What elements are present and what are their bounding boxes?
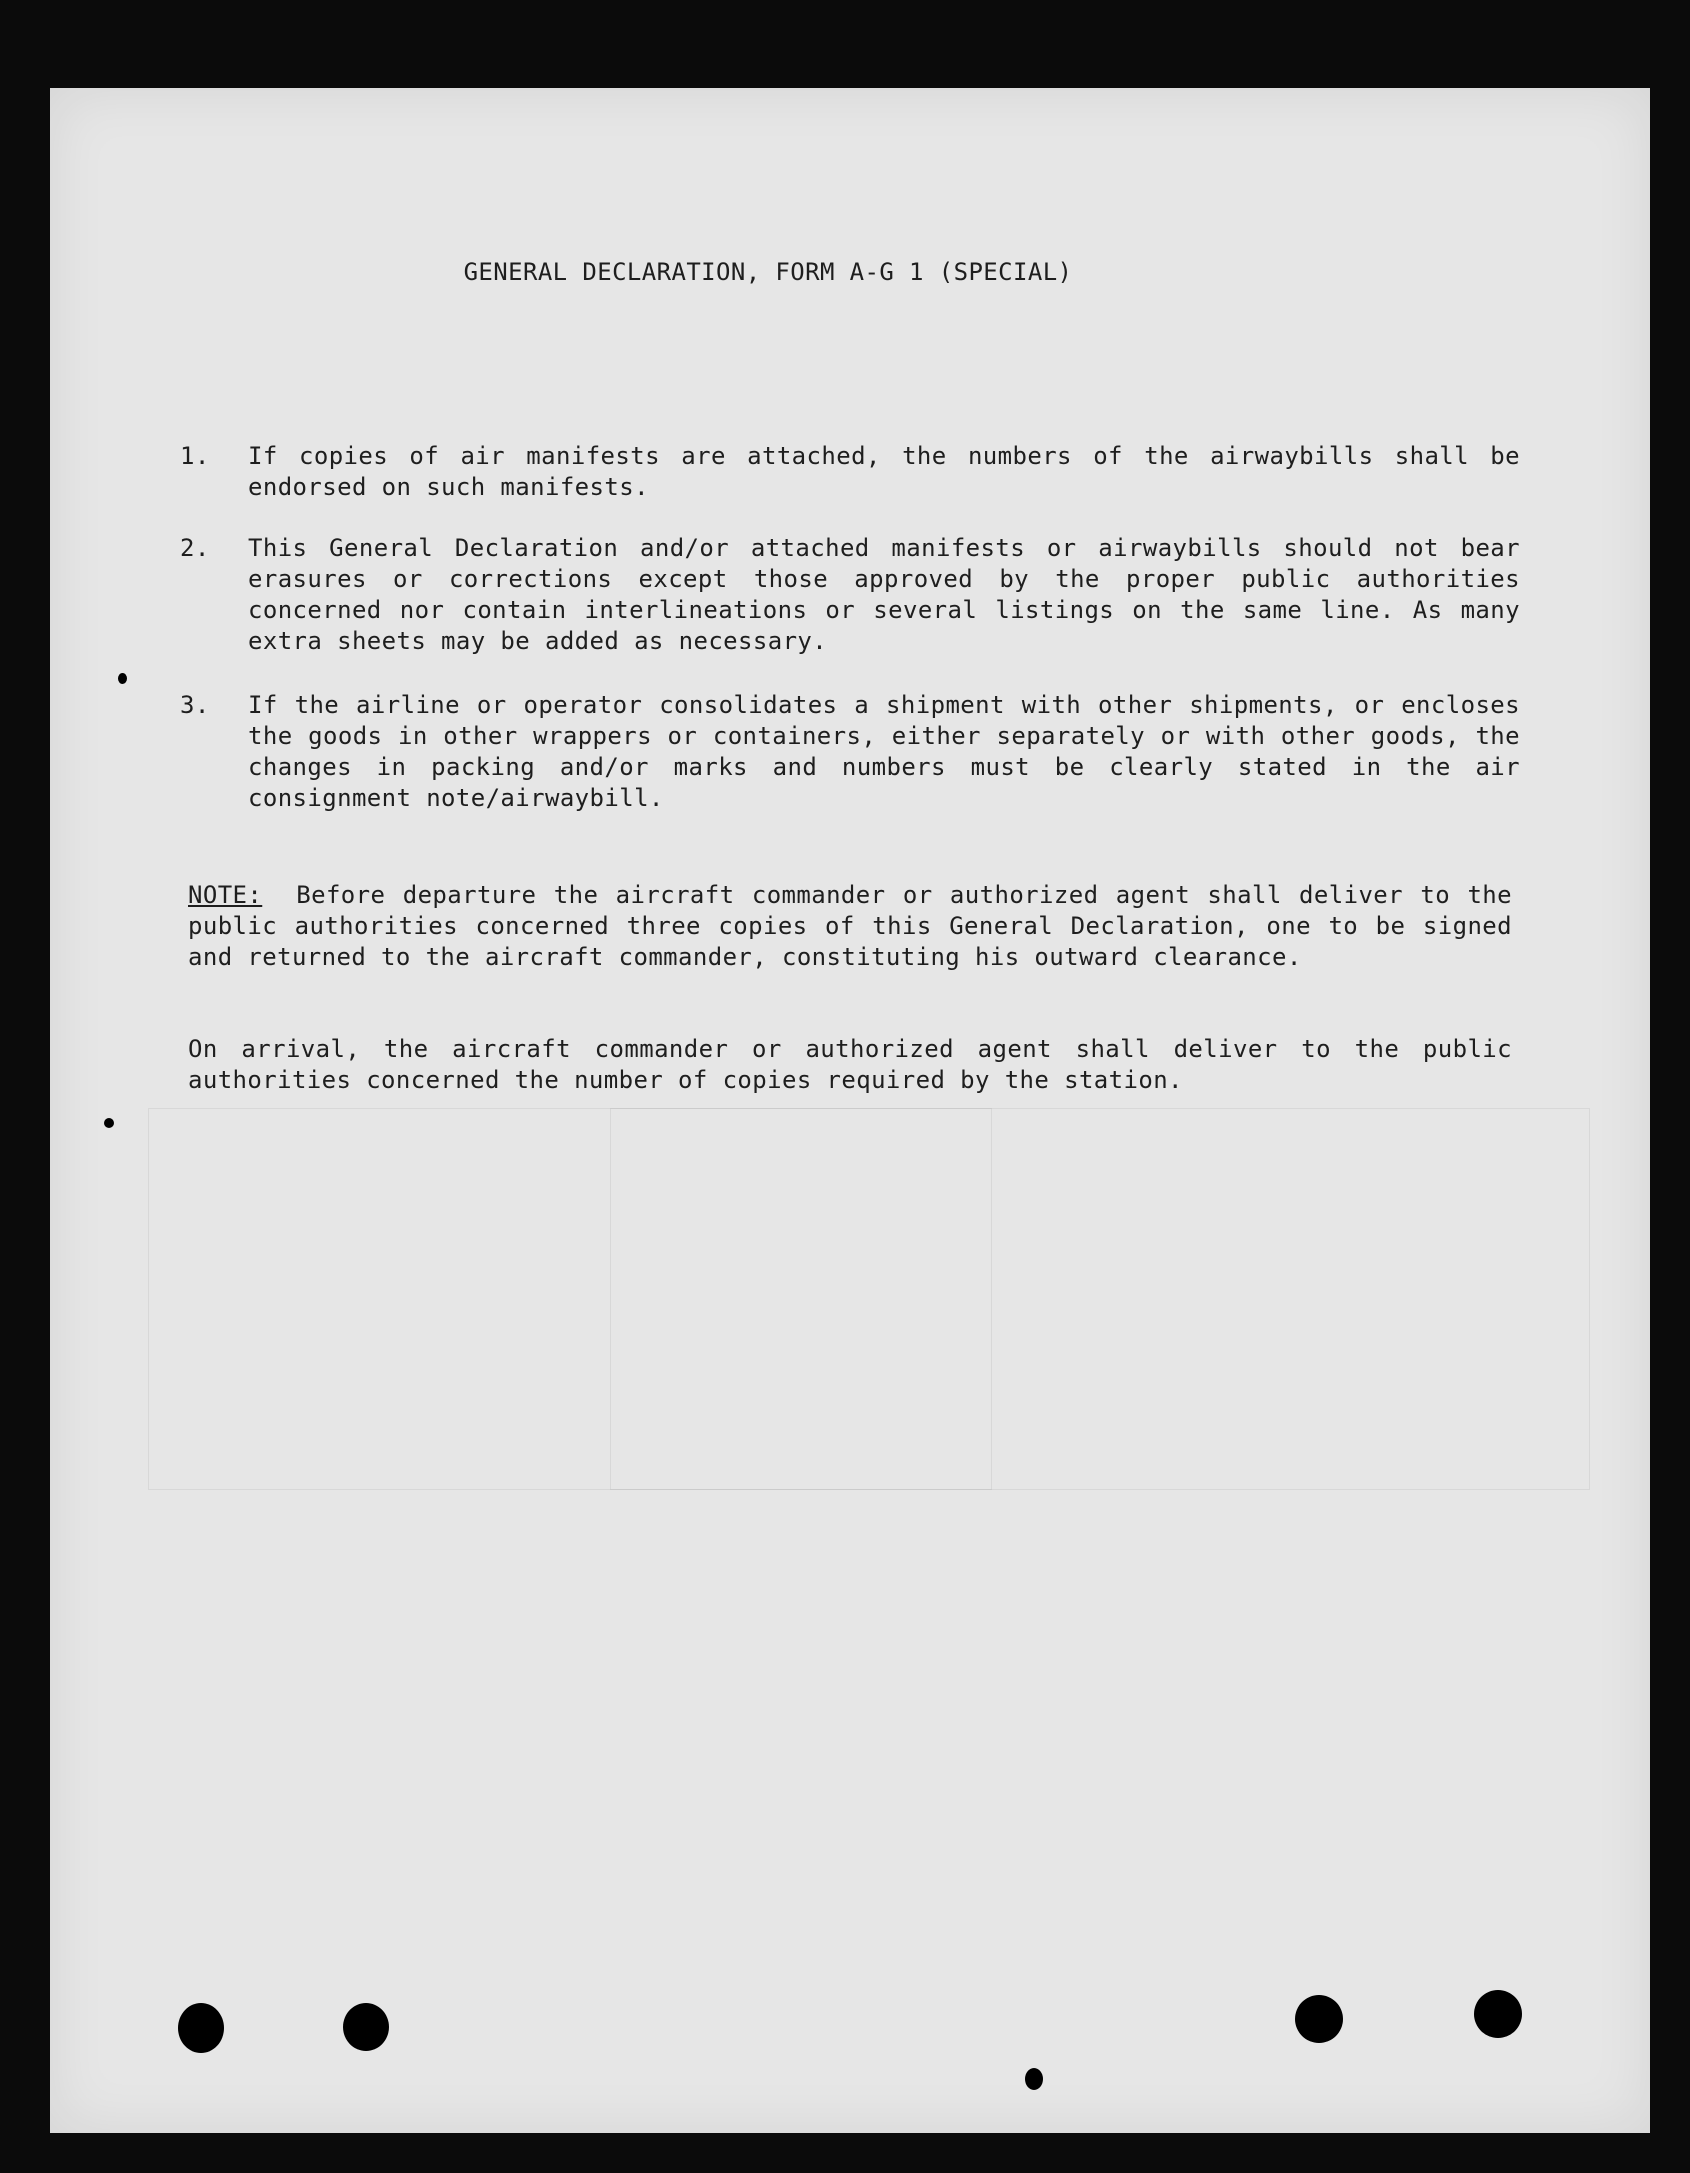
note-text: Before departure the aircraft commander or authorized agent shall deliver to the public authorities concerned three copies of this General Declaration, one to be signed and returned to the aircraft commander, constituting his outward clearance. <box>188 881 1512 971</box>
punch-hole <box>343 2003 389 2051</box>
arrival-text: On arrival, the aircraft commander or authorized agent shall deliver to the public authorities concerned the number of copies required by the station. <box>188 1035 1512 1094</box>
item-text: If the airline or operator consolidates a shipment with other shipments, or encloses the goods in other wrappers or containers, either separately or with other goods, the changes in packing and/or marks and numbers must be clearly stated in the air consignment note/airwaybill. <box>248 691 1520 812</box>
item-number: 2. <box>180 534 210 562</box>
note-label: NOTE: <box>188 881 263 909</box>
note-paragraph <box>188 880 1512 973</box>
list-item-1 <box>180 441 1520 503</box>
document-page <box>50 88 1650 2133</box>
list-item-2 <box>180 533 1520 657</box>
speck <box>1025 2068 1043 2090</box>
punch-hole <box>1474 1990 1522 2038</box>
item-text: This General Declaration and/or attached manifests or airwaybills should not bear erasures or corrections except those approved by the proper public authorities concerned nor contain interlineations or several listings on the same line. As many extra sheets may be added as necessary. <box>248 534 1520 655</box>
punch-hole <box>1295 1995 1343 2043</box>
item-text: If copies of air manifests are attached, the numbers of the airwaybills shall be endorsed on such manifests. <box>248 442 1520 501</box>
item-number: 1. <box>180 442 210 470</box>
item-number: 3. <box>180 691 210 719</box>
bleed-through-box <box>610 1108 992 1490</box>
document-title: GENERAL DECLARATION, FORM A-G 1 (SPECIAL) <box>463 258 1073 286</box>
punch-hole <box>178 2003 224 2053</box>
speck <box>118 673 127 684</box>
speck <box>104 1118 114 1128</box>
arrival-paragraph <box>188 1034 1512 1096</box>
list-item-3 <box>180 690 1520 814</box>
